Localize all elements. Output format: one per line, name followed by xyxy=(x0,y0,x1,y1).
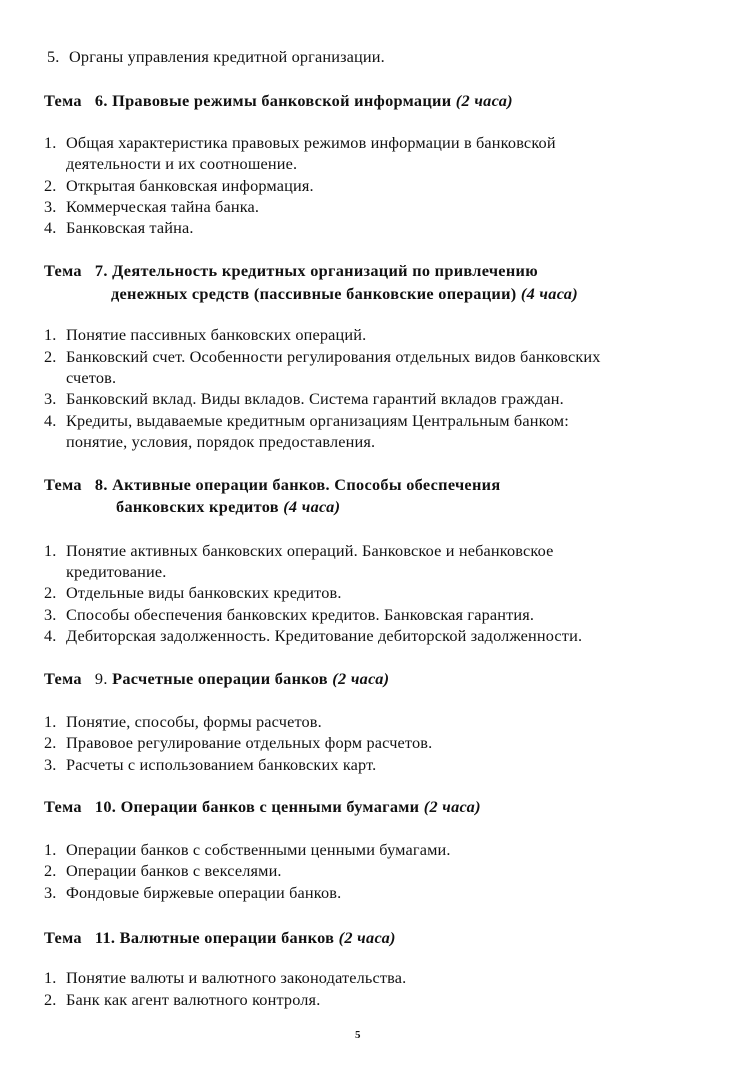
list-item-number: 2. xyxy=(44,990,57,1009)
list-item-text: Фондовые биржевые операции банков. xyxy=(66,883,342,902)
list-item-text: Банковский вклад. Виды вкладов. Система гарантий вкладов граждан. xyxy=(66,389,564,408)
topic-hours: (4 часа) xyxy=(520,284,578,303)
list-item xyxy=(44,541,554,561)
page-number: 5 xyxy=(355,1029,361,1041)
topic-title: Операции банков с ценными бумагами xyxy=(120,797,420,816)
list-item-text: Банковская тайна. xyxy=(66,218,194,237)
list-item-number: 1. xyxy=(44,712,57,731)
topic-number: 7. xyxy=(94,261,108,280)
topic-heading xyxy=(44,91,513,111)
topic-title: Правовые режимы банковской информации xyxy=(112,91,452,110)
topic-label: Тема xyxy=(44,261,82,280)
list-item xyxy=(44,990,320,1010)
list-item-text: Органы управления кредитной организации. xyxy=(69,47,385,66)
list-item-text: Понятие пассивных банковских операций. xyxy=(66,325,367,344)
topic-heading xyxy=(44,797,481,817)
list-item xyxy=(47,47,385,67)
topic-heading-continuation xyxy=(116,497,340,517)
list-item-number: 2. xyxy=(44,861,57,880)
list-item-text: Открытая банковская информация. xyxy=(66,176,314,195)
topic-title: банковских кредитов xyxy=(116,497,279,516)
topic-heading xyxy=(44,261,538,281)
list-item-text: Дебиторская задолженность. Кредитование дебиторской задолженности. xyxy=(66,626,583,645)
topic-title: Активные операции банков. Способы обеспечения xyxy=(112,475,501,494)
list-item-number: 1. xyxy=(44,541,57,560)
list-item-continuation: деятельности и их соотношение. xyxy=(66,154,298,173)
list-item-number: 4. xyxy=(44,218,57,237)
topic-title: денежных средств (пассивные банковские операции) xyxy=(111,284,517,303)
topic-number: 10. xyxy=(94,797,117,816)
topic-label: Тема xyxy=(44,669,82,688)
topic-label: Тема xyxy=(44,91,82,110)
list-item xyxy=(44,218,194,238)
list-item xyxy=(44,325,366,345)
list-item-number: 5. xyxy=(47,47,60,66)
topic-number: 11. xyxy=(94,928,116,947)
list-item-number: 2. xyxy=(44,733,57,752)
list-item-number: 2. xyxy=(44,347,57,366)
topic-heading-continuation xyxy=(111,284,578,304)
list-item xyxy=(44,861,282,881)
list-item xyxy=(44,733,432,753)
topic-hours: (2 часа) xyxy=(338,928,396,947)
list-item-text: Понятие активных банковских операций. Банковское и небанковское xyxy=(66,541,554,560)
topic-hours: (2 часа) xyxy=(423,797,481,816)
list-item-text: Кредиты, выдаваемые кредитным организациям Центральным банком: xyxy=(66,411,569,430)
list-item-text: Правовое регулирование отдельных форм расчетов. xyxy=(66,733,433,752)
topic-number: 6. xyxy=(94,91,108,110)
list-item-number: 3. xyxy=(44,197,57,216)
list-item-text: Способы обеспечения банковских кредитов. Банковская гарантия. xyxy=(66,605,535,624)
topic-label: Тема xyxy=(44,797,82,816)
topic-hours: (4 часа) xyxy=(283,497,341,516)
list-item-continuation: счетов. xyxy=(66,368,117,387)
list-item-text: Банк как агент валютного контроля. xyxy=(66,990,321,1009)
list-item-text: Операции банков с векселями. xyxy=(66,861,282,880)
topic-heading xyxy=(44,928,396,948)
list-item xyxy=(44,389,564,409)
list-item-number: 1. xyxy=(44,968,57,987)
list-item-number: 3. xyxy=(44,389,57,408)
list-item-number: 3. xyxy=(44,883,57,902)
list-item xyxy=(44,176,314,196)
list-item-text: Банковский счет. Особенности регулирования отдельных видов банковских xyxy=(66,347,601,366)
list-item-text: Операции банков с собственными ценными бумагами. xyxy=(66,840,451,859)
topic-hours: (2 часа) xyxy=(332,669,390,688)
list-item xyxy=(44,605,534,625)
list-item xyxy=(44,712,322,732)
topic-heading xyxy=(44,475,500,495)
topic-label: Тема xyxy=(44,928,82,947)
list-item-number: 4. xyxy=(44,626,57,645)
list-item-number: 1. xyxy=(44,325,57,344)
list-item-continuation: понятие, условия, порядок предоставления. xyxy=(66,432,376,451)
list-item-text: Коммерческая тайна банка. xyxy=(66,197,260,216)
list-item-text: Понятие, способы, формы расчетов. xyxy=(66,712,322,731)
list-item-text: Общая характеристика правовых режимов информации в банковской xyxy=(66,133,556,152)
topic-heading xyxy=(44,669,389,689)
list-item xyxy=(44,411,569,431)
list-item xyxy=(44,755,376,775)
topic-title: Валютные операции банков xyxy=(119,928,335,947)
list-item-number: 4. xyxy=(44,411,57,430)
topic-title: Деятельность кредитных организаций по привлечению xyxy=(112,261,538,280)
list-item xyxy=(44,883,341,903)
list-item xyxy=(44,197,259,217)
list-item-number: 1. xyxy=(44,840,57,859)
topic-title: Расчетные операции банков xyxy=(112,669,328,688)
list-item xyxy=(44,626,582,646)
list-item-text: Понятие валюты и валютного законодательства. xyxy=(66,968,407,987)
list-item xyxy=(44,583,342,603)
list-item-number: 3. xyxy=(44,605,57,624)
list-item-number: 2. xyxy=(44,176,57,195)
list-item-text: Отдельные виды банковских кредитов. xyxy=(66,583,342,602)
topic-number: 9. xyxy=(94,669,108,688)
list-item xyxy=(44,133,556,153)
topic-hours: (2 часа) xyxy=(455,91,513,110)
list-item xyxy=(44,347,601,367)
list-item-number: 2. xyxy=(44,583,57,602)
list-item-continuation: кредитование. xyxy=(66,562,167,581)
topic-number: 8. xyxy=(94,475,108,494)
list-item xyxy=(44,968,406,988)
topic-label: Тема xyxy=(44,475,82,494)
list-item-number: 1. xyxy=(44,133,57,152)
list-item-number: 3. xyxy=(44,755,57,774)
list-item xyxy=(44,840,451,860)
list-item-text: Расчеты с использованием банковских карт. xyxy=(66,755,377,774)
